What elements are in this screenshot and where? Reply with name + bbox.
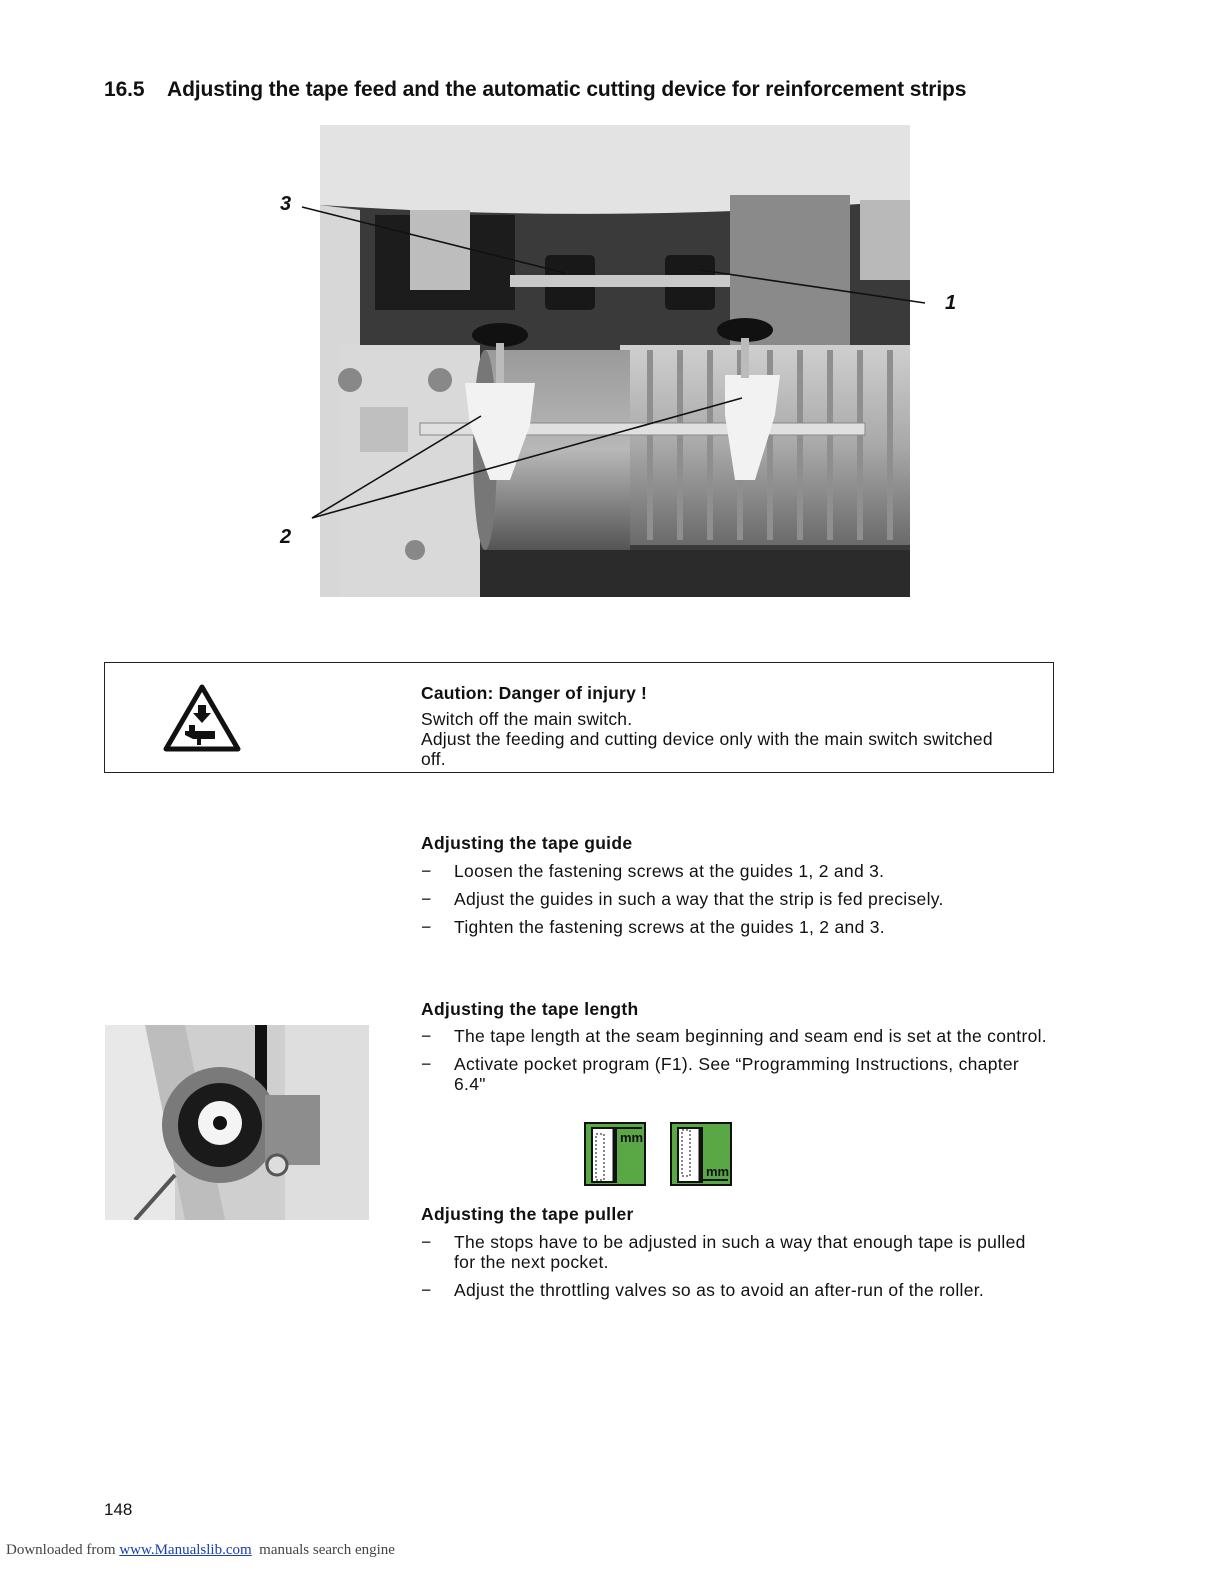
list-item-text: Adjust the throttling valves so as to avoid an after-run of the roller. [454, 1280, 985, 1300]
manualslib-link[interactable]: www.Manualslib.com [119, 1542, 252, 1558]
list-item-text: Tighten the fastening screws at the guides 1, 2 and 3. [454, 917, 885, 937]
tape-guide-heading: Adjusting the tape guide [421, 833, 633, 853]
footer-suffix: manuals search engine [259, 1542, 395, 1558]
list-item [421, 1026, 1051, 1046]
dash-bullet: − [421, 917, 432, 937]
tape-length-heading: Adjusting the tape length [421, 999, 639, 1019]
dash-bullet: − [421, 1026, 432, 1046]
list-item [421, 889, 1051, 909]
section-title-text: Adjusting the tape feed and the automatic cutting device for reinforcement strips [167, 78, 967, 101]
tape-puller-list [421, 1232, 1051, 1308]
tape-length-end-key-icon[interactable] [670, 1122, 732, 1186]
tape-feed-photo-drawing [320, 125, 910, 597]
download-footer [6, 1542, 395, 1559]
section-number: 16.5 [104, 78, 145, 101]
tape-feed-photo [320, 125, 910, 597]
key-mm-label: mm [706, 1164, 730, 1179]
callout-2: 2 [280, 526, 292, 548]
list-item [421, 861, 1051, 881]
dash-bullet: − [421, 861, 432, 881]
callout-1: 1 [945, 292, 957, 314]
footer-prefix: Downloaded from [6, 1542, 116, 1558]
caution-line-2: Adjust the feeding and cutting device only with the main switch switched off. [421, 729, 993, 769]
list-item-text: The stops have to be adjusted in such a way that enough tape is pulled for the next pocket. [454, 1232, 1026, 1272]
tape-puller-photo [105, 1025, 369, 1220]
caution-text [421, 683, 1021, 769]
list-item [421, 1232, 1051, 1272]
key-mm-label: mm [620, 1130, 644, 1145]
caution-box [104, 662, 1054, 773]
caution-line-1: Switch off the main switch. [421, 709, 633, 729]
list-item [421, 1054, 1051, 1094]
list-item [421, 917, 1051, 937]
dash-bullet: − [421, 1232, 432, 1252]
list-item [421, 1280, 1051, 1300]
dash-bullet: − [421, 889, 432, 909]
tape-length-start-key-icon[interactable] [584, 1122, 646, 1186]
tape-length-list [421, 1026, 1051, 1102]
dash-bullet: − [421, 1280, 432, 1300]
list-item-text: Activate pocket program (F1). See “Programming Instructions, chapter 6.4" [454, 1054, 1020, 1094]
hand-injury-warning-icon [163, 683, 241, 753]
list-item-text: The tape length at the seam beginning and seam end is set at the control. [454, 1026, 1047, 1046]
page-number: 148 [104, 1500, 133, 1519]
callout-3: 3 [280, 193, 292, 215]
list-item-text: Loosen the fastening screws at the guides 1, 2 and 3. [454, 861, 885, 881]
list-item-text: Adjust the guides in such a way that the strip is fed precisely. [454, 889, 944, 909]
dash-bullet: − [421, 1054, 432, 1074]
tape-puller-heading: Adjusting the tape puller [421, 1204, 634, 1224]
caution-title: Caution: Danger of injury ! [421, 683, 648, 703]
tape-puller-photo-drawing [105, 1025, 369, 1220]
tape-guide-list [421, 861, 1051, 945]
section-title [104, 78, 966, 102]
